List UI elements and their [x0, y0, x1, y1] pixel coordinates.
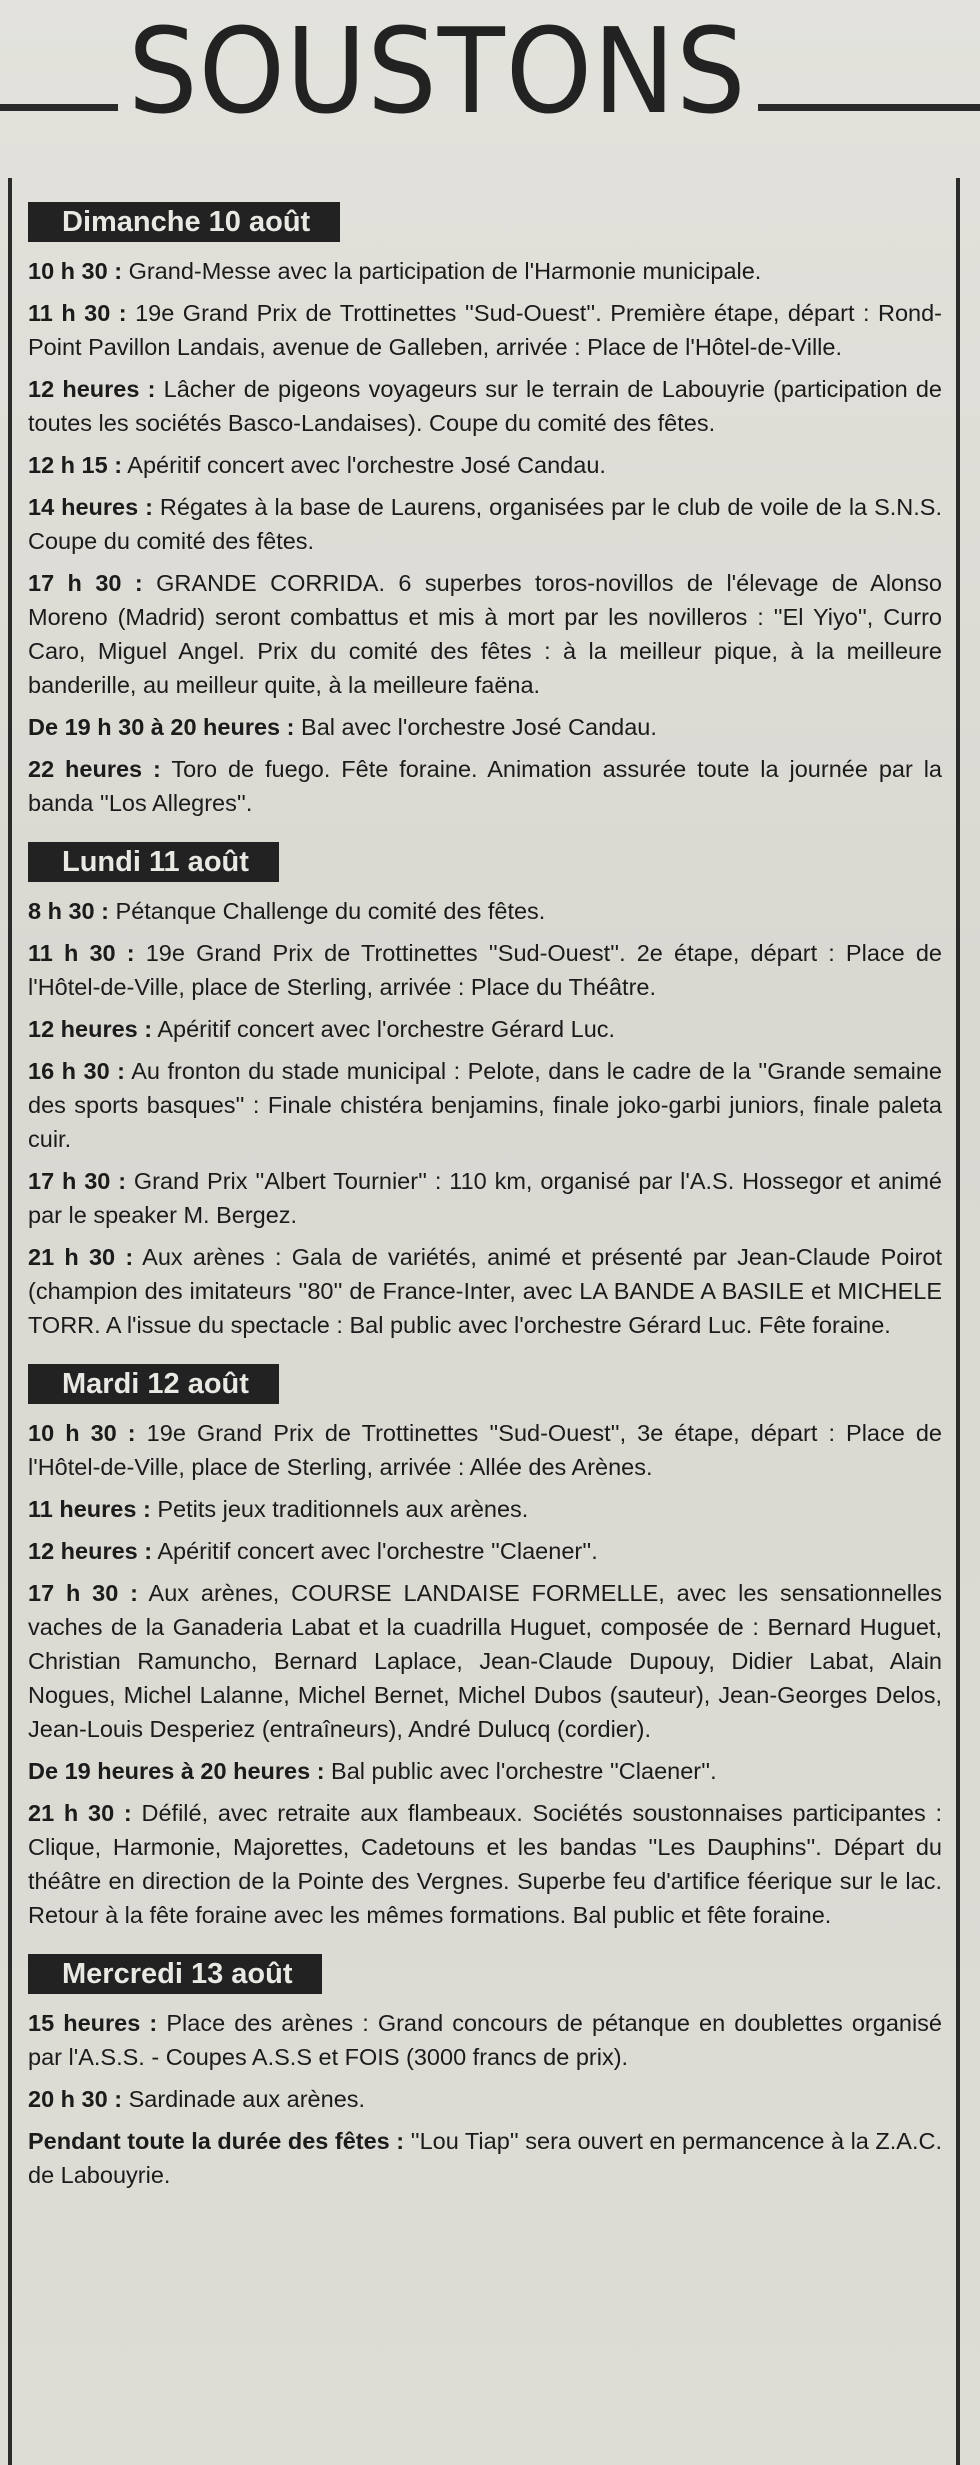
day-section [28, 1358, 942, 1932]
entry-time: 11 h 30 : [28, 300, 127, 326]
program-entry [28, 1012, 942, 1046]
entry-time: 21 h 30 : [28, 1244, 134, 1270]
entry-time: 22 heures : [28, 756, 161, 782]
program-entry [28, 1416, 942, 1484]
entry-text: Place des arènes : Grand concours de pétanque en doublettes organisé par l'A.S.S. - Coupes A.S.S et FOIS (3000 francs de prix). [28, 2010, 942, 2070]
entry-time: 10 h 30 : [28, 1420, 136, 1446]
day-heading: Lundi 11 août [28, 842, 279, 882]
entry-text: Défilé, avec retraite aux flambeaux. Sociétés soustonnaises participantes : Clique, Harmonie, Majorettes, Cadetouns et les bandas ''Les Dauphins''. Départ du théâtre en direction de la Pointe des Vergnes. Superbe feu d'artifice féerique sur le lac. Retour à la fête foraine avec les mêmes formations. Bal public et fête foraine. [28, 1800, 942, 1928]
page-title: SOUSTONS [128, 2, 747, 140]
entry-text: Petits jeux traditionnels aux arènes. [150, 1496, 529, 1522]
program-entry [28, 1576, 942, 1746]
program-entry [28, 2124, 942, 2192]
entry-time: 12 heures : [28, 1538, 153, 1564]
entry-time: 17 h 30 : [28, 1168, 127, 1194]
entry-time: 17 h 30 : [28, 1580, 138, 1606]
day-heading: Dimanche 10 août [28, 202, 340, 242]
entry-time: 12 heures : [28, 376, 156, 402]
entry-text: Aux arènes : Gala de variétés, animé et présenté par Jean-Claude Poirot (champion des imitateurs ''80'' de France-Inter, avec LA BANDE A BASILE et MICHELE TORR. A l'issue du spectacle : Bal public avec l'orchestre Gérard Luc. Fête foraine. [28, 1244, 943, 1338]
program-entry [28, 1164, 942, 1232]
entry-time: Pendant toute la durée des fêtes : [28, 2128, 405, 2154]
entry-text: Pétanque Challenge du comité des fêtes. [108, 898, 546, 924]
entry-text: Sardinade aux arènes. [122, 2086, 366, 2112]
entry-text: 19e Grand Prix de Trottinettes ''Sud-Ouest'', 3e étape, départ : Place de l'Hôtel-de-Ville, place de Sterling, arrivée : Allée des Arènes. [28, 1420, 943, 1480]
entry-text: Au fronton du stade municipal : Pelote, dans le cadre de la ''Grande semaine des sports basques'' : Finale chistéra benjamins, finale joko-garbi juniors, finale paleta cuir. [28, 1058, 943, 1152]
entry-text: Grand-Messe avec la participation de l'Harmonie municipale. [122, 258, 762, 284]
program-entry [28, 1492, 942, 1526]
program-entry [28, 490, 942, 558]
masthead [0, 0, 980, 160]
entry-time: 11 heures : [28, 1496, 151, 1522]
entry-time: 12 h 15 : [28, 452, 123, 478]
program-entry [28, 936, 942, 1004]
program-entry [28, 752, 942, 820]
entry-text: Régates à la base de Laurens, organisées par le club de voile de la S.N.S. Coupe du comité des fêtes. [28, 494, 943, 554]
day-heading: Mercredi 13 août [28, 1954, 322, 1994]
day-section [28, 836, 942, 1342]
program-entry [28, 296, 942, 364]
entry-text: Lâcher de pigeons voyageurs sur le terrain de Labouyrie (participation de toutes les sociétés Basco-Landaises). Coupe du comité des fêtes. [28, 376, 942, 436]
entry-text: Apéritif concert avec l'orchestre Gérard Luc. [152, 1016, 616, 1042]
entry-time: 10 h 30 : [28, 258, 123, 284]
program-entry [28, 1796, 942, 1932]
day-heading: Mardi 12 août [28, 1364, 279, 1404]
entry-time: 14 heures : [28, 494, 153, 520]
entry-text: Aux arènes, COURSE LANDAISE FORMELLE, avec les sensationnelles vaches de la Ganaderia Labat et la cuadrilla Huguet, composée de : Bernard Huguet, Christian Ramuncho, Bernard Laplace, Jean-Claude Dupouy, Didier Labat, Alain Nogues, Michel Lalanne, Michel Bernet, Michel Dubos (sauteur), Jean-Georges Delos, Jean-Louis Desperiez (entraîneurs), André Dulucq (cordier). [28, 1580, 943, 1742]
program-entry [28, 254, 942, 288]
program-entry [28, 372, 942, 440]
program-entry [28, 710, 942, 744]
entry-time: 16 h 30 : [28, 1058, 125, 1084]
masthead-rule-right [758, 104, 980, 111]
entry-time: 17 h 30 : [28, 570, 143, 596]
program-entry [28, 1054, 942, 1156]
masthead-rule-left [0, 104, 118, 111]
entry-text: Toro de fuego. Fête foraine. Animation assurée toute la journée par la banda ''Los Allegres''. [28, 756, 942, 816]
entry-text: Apéritif concert avec l'orchestre ''Claener''. [152, 1538, 598, 1564]
program-entry [28, 894, 942, 928]
entry-text: 19e Grand Prix de Trottinettes ''Sud-Ouest''. Première étape, départ : Rond-Point Pavillon Landais, avenue de Galleben, arrivée : Place de l'Hôtel-de-Ville. [28, 300, 942, 360]
entry-time: De 19 h 30 à 20 heures : [28, 714, 295, 740]
entry-time: 11 h 30 : [28, 940, 135, 966]
program-entry [28, 2082, 942, 2116]
program-entry [28, 566, 942, 702]
entry-time: 20 h 30 : [28, 2086, 123, 2112]
entry-text: Apéritif concert avec l'orchestre José Candau. [122, 452, 606, 478]
entry-text: 19e Grand Prix de Trottinettes ''Sud-Ouest''. 2e étape, départ : Place de l'Hôtel-de-Ville, place de Sterling, arrivée : Place du Théâtre. [28, 940, 942, 1000]
entry-time: 15 heures : [28, 2010, 158, 2036]
entry-time: De 19 heures à 20 heures : [28, 1758, 325, 1784]
program-entry [28, 1534, 942, 1568]
entry-time: 12 heures : [28, 1016, 153, 1042]
entry-time: 8 h 30 : [28, 898, 109, 924]
entry-text: Bal avec l'orchestre José Candau. [294, 714, 657, 740]
entry-text: GRANDE CORRIDA. 6 superbes toros-novillos de l'élevage de Alonso Moreno (Madrid) seront combattus et mis à mort par les novilleros : ''El Yiyo'', Curro Caro, Miguel Angel. Prix du comité des fêtes : à la meilleur pique, à la meilleure banderille, au meilleur quite, à la meilleure faëna. [28, 570, 943, 698]
program-listing [28, 196, 942, 2200]
entry-text: Grand Prix ''Albert Tournier'' : 110 km, organisé par l'A.S. Hossegor et animé par le speaker M. Bergez. [28, 1168, 942, 1228]
program-entry [28, 1754, 942, 1788]
program-entry [28, 1240, 942, 1342]
entry-text: Bal public avec l'orchestre ''Claener''. [324, 1758, 717, 1784]
program-entry [28, 448, 942, 482]
entry-text: ''Lou Tiap'' sera ouvert en permancence à la Z.A.C. de Labouyrie. [28, 2128, 942, 2188]
day-section [28, 196, 942, 820]
program-entry [28, 2006, 942, 2074]
entry-time: 21 h 30 : [28, 1800, 132, 1826]
day-section [28, 1948, 942, 2192]
